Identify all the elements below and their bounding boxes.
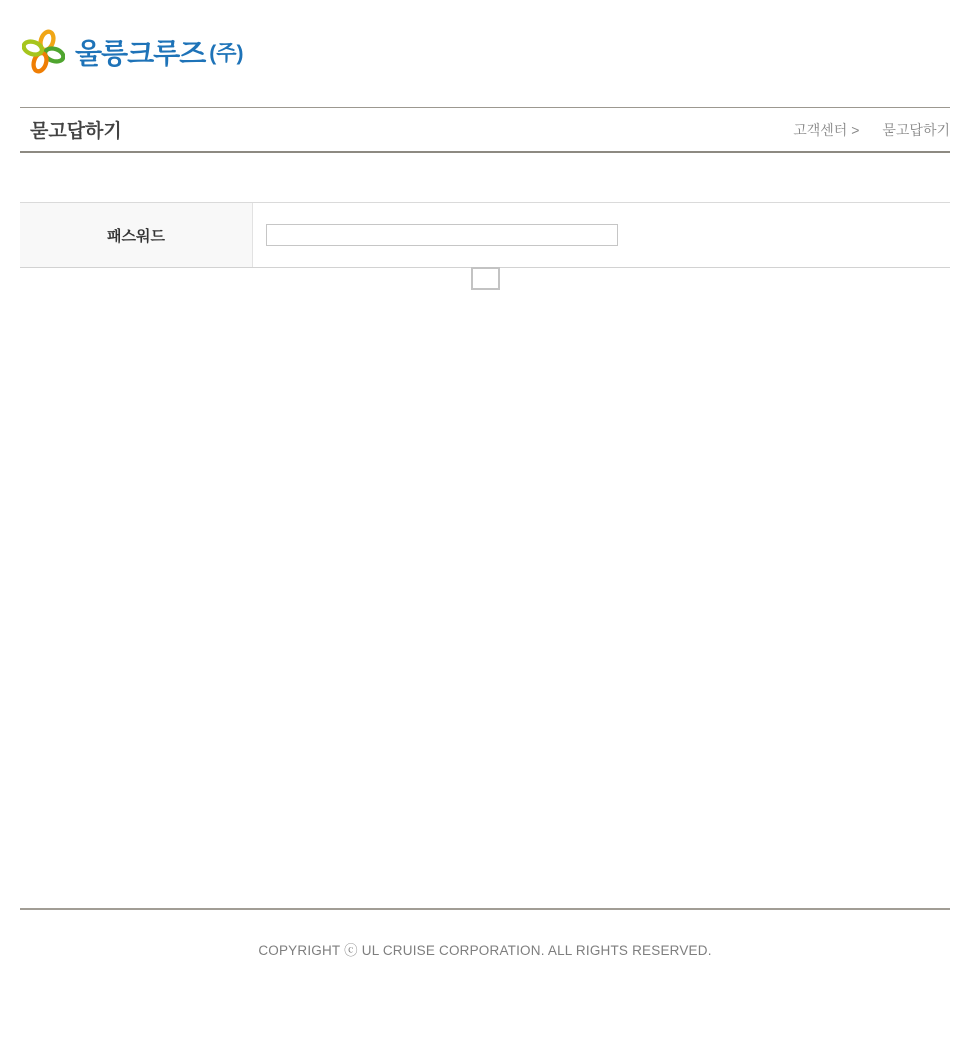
breadcrumb-current[interactable]: 묻고답하기	[882, 121, 950, 138]
footer-divider	[20, 908, 950, 910]
title-bar	[20, 107, 950, 153]
confirm-button[interactable]	[471, 267, 500, 290]
brand-suffix: (주)	[209, 41, 244, 65]
brand-name: 울릉크루즈	[75, 37, 206, 69]
pinwheel-flower-icon	[22, 29, 65, 74]
password-input[interactable]	[266, 224, 618, 246]
breadcrumb	[793, 120, 950, 140]
site-header	[22, 29, 244, 74]
table-row	[20, 203, 950, 267]
logo[interactable]	[22, 29, 244, 74]
page-title: 묻고답하기	[30, 121, 122, 142]
password-label-cell	[20, 203, 253, 267]
password-input-cell	[253, 203, 950, 267]
breadcrumb-parent[interactable]: 고객센터 >	[793, 121, 860, 138]
password-table	[20, 202, 950, 268]
password-label: 패스워드	[107, 227, 165, 245]
footer-copyright: COPYRIGHT ⓒ UL CRUISE CORPORATION. ALL RIGHTS RESERVED.	[258, 943, 712, 958]
